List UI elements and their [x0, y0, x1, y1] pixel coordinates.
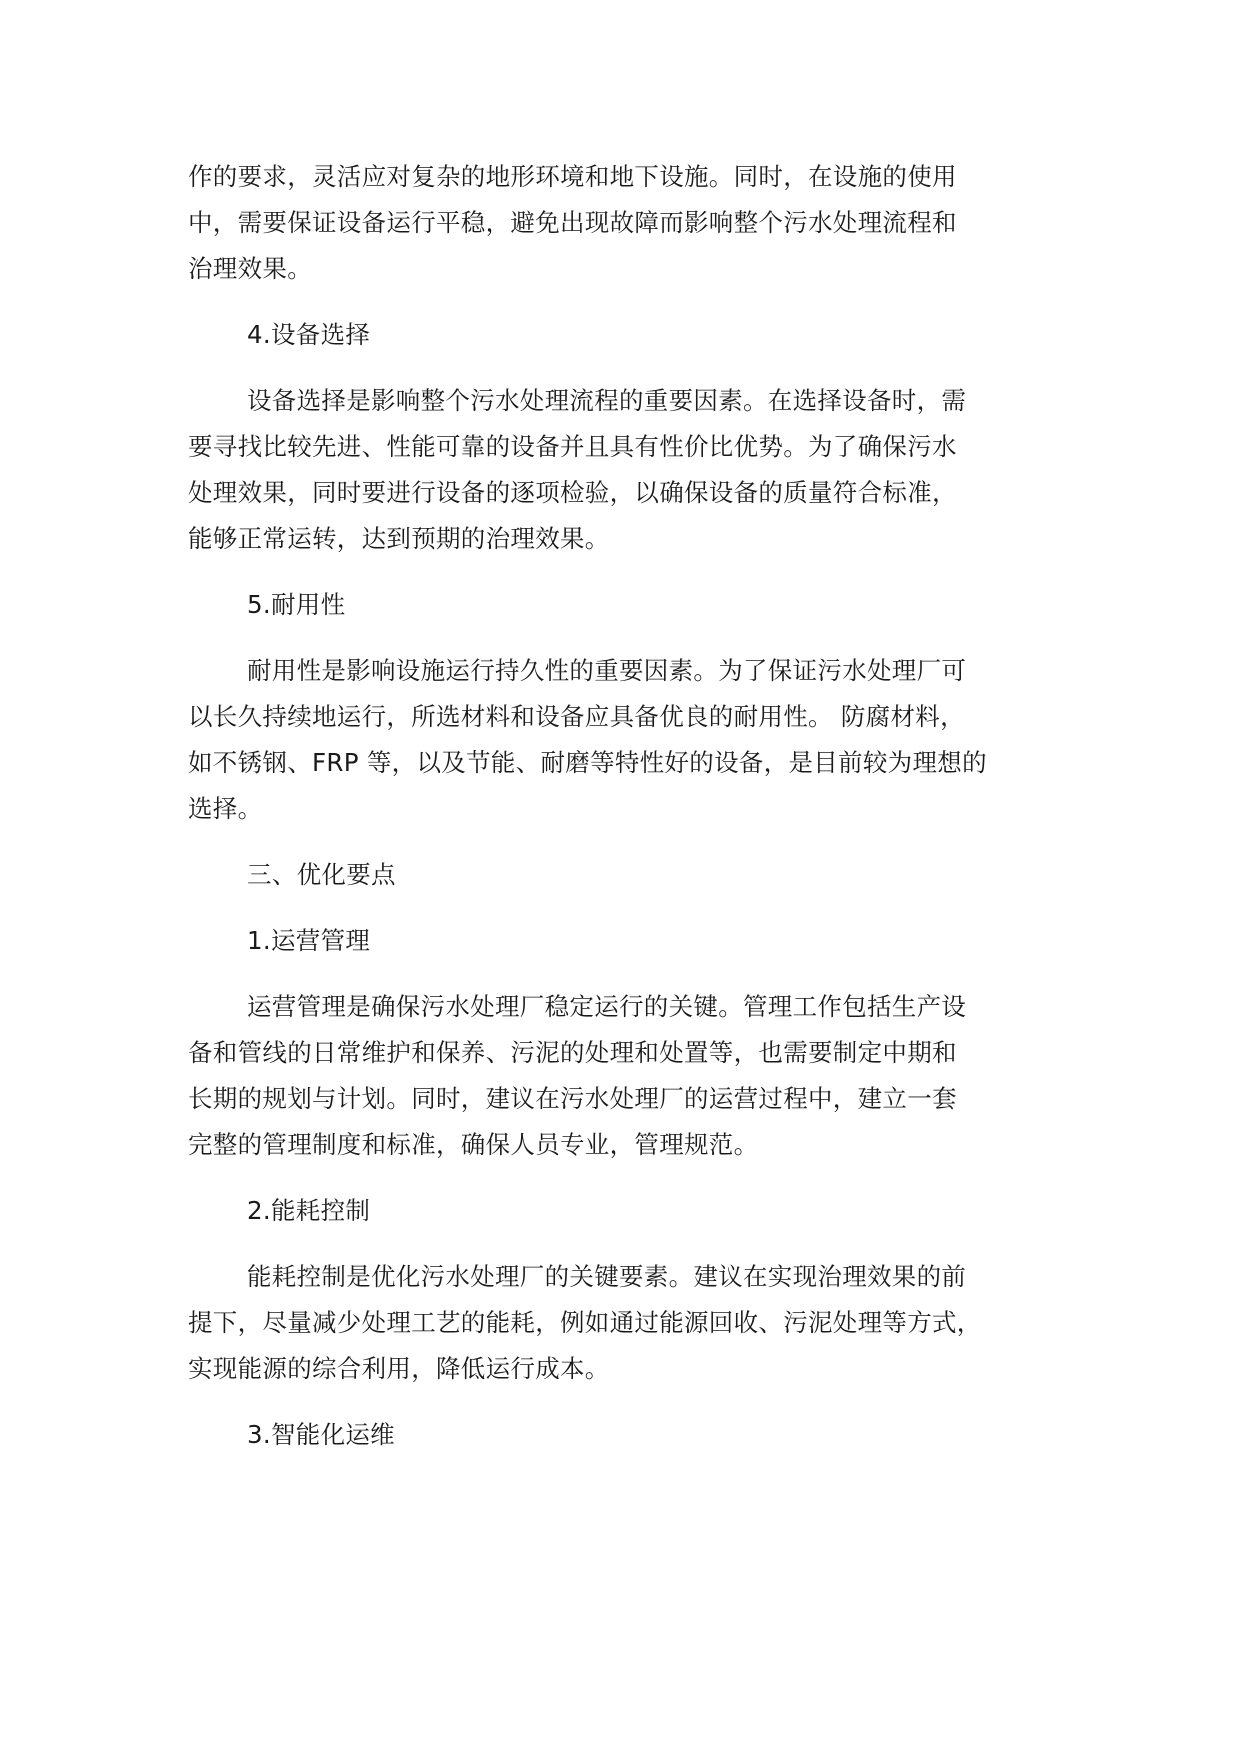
heading-durability	[188, 582, 1088, 628]
heading-energy-control	[188, 1188, 1088, 1234]
text-line: 如不锈钢、FRP 等，以及节能、耐磨等特性好的设备，是目前较为理想的	[188, 748, 987, 777]
paragraph-energy-control	[188, 1254, 1088, 1392]
text-line: 中，需要保证设备运行平稳，避免出现故障而影响整个污水处理流程和	[188, 208, 957, 237]
heading-operation-management	[188, 918, 1088, 964]
text-line: 处理效果，同时要进行设备的逐项检验，以确保设备的质量符合标准，	[188, 478, 957, 507]
text-line: 完整的管理制度和标准，确保人员专业，管理规范。	[188, 1130, 759, 1159]
text-line: 实现能源的综合利用，降低运行成本。	[188, 1354, 610, 1383]
heading-text: 2.能耗控制	[247, 1196, 371, 1225]
heading-text: 4.设备选择	[247, 320, 371, 349]
text-line: 以长久持续地运行，所选材料和设备应具备优良的耐用性。 防腐材料，	[188, 702, 965, 731]
heading-intelligent-operation	[188, 1412, 1088, 1458]
heading-text: 1.运营管理	[247, 926, 371, 955]
text-line: 作的要求，灵活应对复杂的地形环境和地下设施。同时，在设施的使用	[188, 162, 957, 191]
text-line: 备和管线的日常维护和保养、污泥的处理和处置等，也需要制定中期和	[188, 1038, 957, 1067]
text-line: 能耗控制是优化污水处理厂的关键要素。建议在实现治理效果的前	[247, 1262, 967, 1291]
heading-text: 三、优化要点	[247, 860, 396, 889]
text-line: 设备选择是影响整个污水处理流程的重要因素。在选择设备时，需	[247, 386, 967, 415]
text-line: 治理效果。	[188, 254, 312, 283]
text-line: 运营管理是确保污水处理厂稳定运行的关键。管理工作包括生产设	[247, 992, 967, 1021]
paragraph-continuation	[188, 154, 1088, 292]
paragraph-equipment-selection	[188, 378, 1088, 562]
heading-text: 5.耐用性	[247, 590, 346, 619]
text-line: 能够正常运转，达到预期的治理效果。	[188, 524, 610, 553]
paragraph-operation-management	[188, 984, 1088, 1168]
text-line: 选择。	[188, 794, 263, 823]
text-line: 耐用性是影响设施运行持久性的重要因素。为了保证污水处理厂可	[247, 656, 967, 685]
paragraph-durability	[188, 648, 1088, 832]
heading-text: 3.智能化运维	[247, 1420, 395, 1449]
text-line: 要寻找比较先进、性能可靠的设备并且具有性价比优势。为了确保污水	[188, 432, 957, 461]
document-page	[188, 154, 1088, 1478]
text-line: 提下，尽量减少处理工艺的能耗，例如通过能源回收、污泥处理等方式，	[188, 1308, 982, 1337]
heading-optimization-points	[188, 852, 1088, 898]
text-line: 长期的规划与计划。同时，建议在污水处理厂的运营过程中，建立一套	[188, 1084, 957, 1113]
heading-equipment-selection	[188, 312, 1088, 358]
